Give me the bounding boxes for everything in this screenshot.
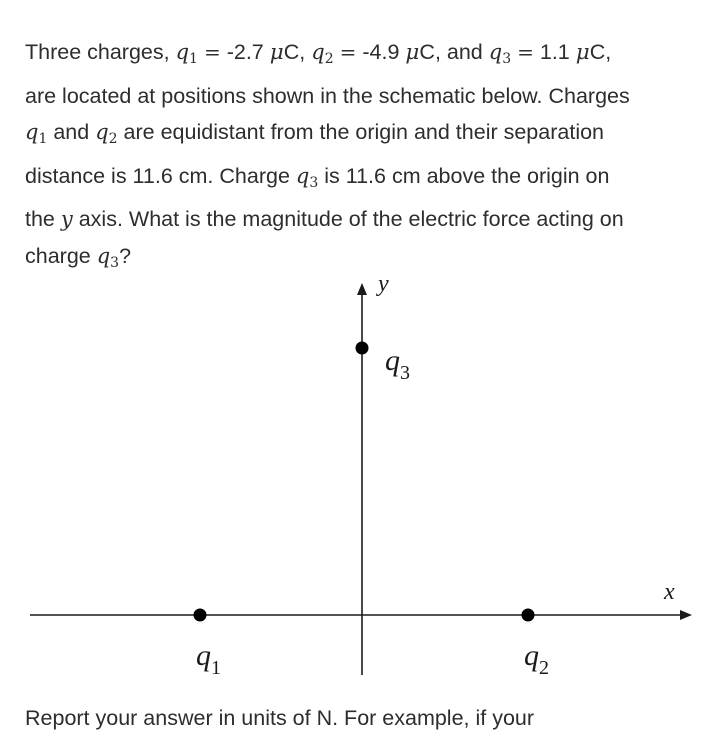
problem-line-2: are located at positions shown in the schematic below. Charges <box>25 83 630 108</box>
problem-line-1: Three charges, q1 = -2.7 μC, q2 = -4.9 μC, and q3 = 1.1 μC, <box>25 40 612 67</box>
problem-line-3: q1 and q2 are equidistant from the origin and their separation <box>25 120 605 147</box>
x-axis-label: x <box>664 579 675 605</box>
problem-statement <box>25 34 705 281</box>
charge-schematic <box>0 265 715 685</box>
y-axis-label: y <box>378 271 389 297</box>
charge-q3-label: $q_3$ <box>385 344 410 384</box>
charge-q2 <box>522 609 535 622</box>
report-instructions: Report your answer in units of N. For example, if your <box>25 706 535 730</box>
charge-q3 <box>356 342 369 355</box>
charge-q1-label: $q_1$ <box>196 639 221 679</box>
charge-q1 <box>194 609 207 622</box>
problem-line-6: charge q3? <box>25 243 132 271</box>
charge-q2-label: $q_2$ <box>524 639 549 679</box>
schematic-svg <box>0 265 715 685</box>
problem-line-4: distance is 11.6 cm. Charge q3 is 11.6 cm above the origin on <box>25 163 610 191</box>
problem-line-5: the y axis. What is the magnitude of the electric force acting on <box>25 207 624 231</box>
